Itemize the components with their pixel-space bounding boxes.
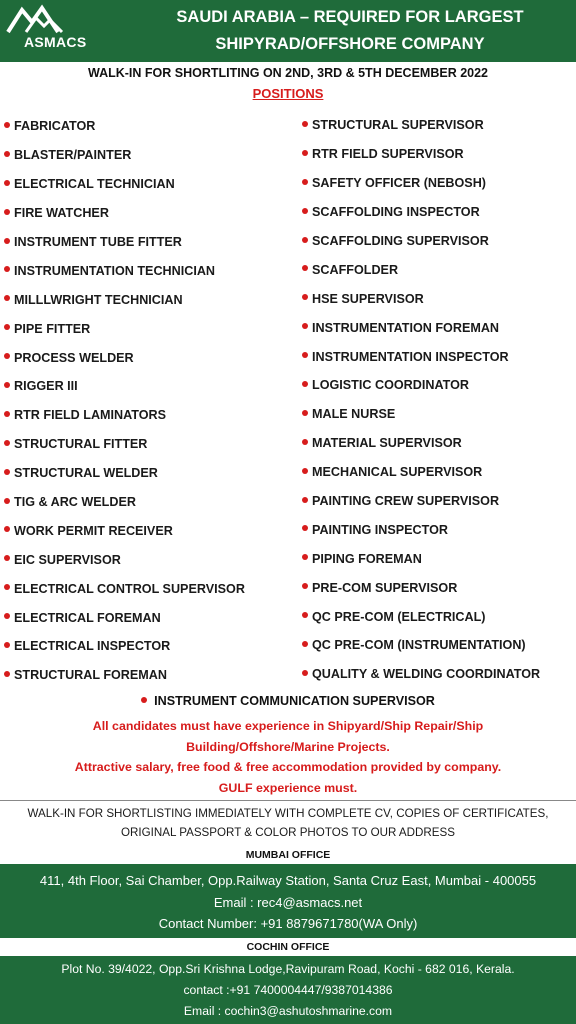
bullet-icon	[4, 642, 10, 648]
position-label: STRUCTURAL FOREMAN	[14, 668, 167, 683]
bullet-icon	[302, 641, 308, 647]
divider	[0, 800, 576, 801]
cochin-office-box	[0, 956, 576, 1024]
note-line: All candidates must have experience in Shipyard/Ship Repair/Ship	[92, 719, 484, 733]
position-item	[302, 111, 540, 140]
position-label: SCAFFOLDING INSPECTOR	[312, 205, 480, 220]
position-label: INSTRUMENTATION FOREMAN	[312, 320, 500, 335]
bullet-icon	[4, 238, 10, 244]
position-label: MECHANICAL SUPERVISOR	[312, 465, 483, 480]
note-line: GULF experience must.	[218, 780, 358, 795]
position-label: EIC SUPERVISOR	[14, 552, 121, 567]
bullet-icon	[302, 352, 308, 358]
positions-list-left	[4, 112, 245, 690]
position-item	[4, 488, 245, 517]
bullet-icon	[4, 324, 10, 330]
bullet-icon	[302, 237, 308, 243]
position-label: STRUCTURAL SUPERVISOR	[312, 118, 484, 133]
position-label: BLASTER/PAINTER	[14, 148, 132, 163]
position-item	[4, 401, 245, 430]
positions-list-right	[302, 111, 540, 689]
position-label: WORK PERMIT RECEIVER	[14, 523, 173, 538]
cochin-address: Plot No. 39/4022, Opp.Sri Krishna Lodge,Ravipuram Road, Kochi - 682 016, Kerala.	[61, 962, 515, 976]
position-item	[4, 170, 245, 199]
position-item-center	[0, 694, 576, 708]
position-item	[302, 515, 540, 544]
position-label: ELECTRICAL FOREMAN	[14, 610, 161, 625]
position-item	[302, 429, 540, 458]
requirements-notes	[20, 716, 556, 798]
position-label: HSE SUPERVISOR	[312, 291, 424, 306]
position-item	[302, 458, 540, 487]
position-item	[302, 140, 540, 169]
header-banner	[0, 0, 576, 62]
position-item	[302, 660, 540, 689]
position-item	[4, 632, 245, 661]
bullet-icon	[4, 526, 10, 532]
logo-text: ASMACS	[24, 34, 87, 50]
mumbai-address: 411, 4th Floor, Sai Chamber, Opp.Railway Station, Santa Cruz East, Mumbai - 400055	[39, 873, 537, 888]
position-item	[4, 459, 245, 488]
position-label: RIGGER III	[14, 379, 78, 394]
position-item	[302, 400, 540, 429]
position-label: QUALITY & WELDING COORDINATOR	[312, 667, 541, 682]
position-item	[302, 371, 540, 400]
position-item	[302, 602, 540, 631]
cochin-contact[interactable]: contact :+91 7400004447/9387014386	[183, 983, 393, 997]
bullet-icon	[4, 613, 10, 619]
position-label: PAINTING CREW SUPERVISOR	[312, 494, 500, 509]
position-item	[4, 199, 245, 228]
position-item	[4, 372, 245, 401]
position-label: RTR FIELD SUPERVISOR	[312, 147, 464, 162]
bullet-icon	[4, 671, 10, 677]
position-label: PAINTING INSPECTOR	[312, 522, 448, 537]
position-item	[302, 313, 540, 342]
walkin-dates: WALK-IN FOR SHORTLITING ON 2ND, 3RD & 5TH DECEMBER 2022	[87, 66, 489, 80]
bullet-icon	[302, 150, 308, 156]
position-item	[4, 228, 245, 257]
position-label: INSTRUMENT COMMUNICATION SUPERVISOR	[154, 694, 435, 708]
bullet-icon	[4, 295, 10, 301]
position-label: MALE NURSE	[312, 407, 396, 422]
position-label: PRE-COM SUPERVISOR	[312, 580, 458, 595]
title-line-2: SHIPYRAD/OFFSHORE COMPANY	[215, 35, 485, 53]
bullet-icon	[4, 498, 10, 504]
bullet-icon	[302, 670, 308, 676]
asmacs-logo	[6, 4, 118, 56]
mumbai-email[interactable]: Email : rec4@asmacs.net	[213, 894, 363, 910]
title-line-1: SAUDI ARABIA – REQUIRED FOR LARGEST	[176, 8, 524, 26]
position-label: MATERIAL SUPERVISOR	[312, 436, 462, 451]
bullet-icon	[4, 411, 10, 417]
bullet-icon	[302, 179, 308, 185]
instruction-line: ORIGINAL PASSPORT & COLOR PHOTOS TO OUR ADDRESS	[121, 826, 455, 839]
position-item	[4, 603, 245, 632]
position-item	[4, 314, 245, 343]
position-item	[302, 631, 540, 660]
note-line: Building/Offshore/Marine Projects.	[186, 739, 390, 754]
position-item	[4, 343, 245, 372]
bullet-icon	[302, 468, 308, 474]
bullet-icon	[4, 266, 10, 272]
bullet-icon	[302, 612, 308, 618]
bullet-icon	[302, 497, 308, 503]
position-item	[302, 284, 540, 313]
position-label: PIPE FITTER	[14, 321, 91, 336]
bullet-icon	[302, 294, 308, 300]
position-label: QC PRE-COM (ELECTRICAL)	[312, 609, 486, 624]
position-item	[302, 573, 540, 602]
cochin-office-label: COCHIN OFFICE	[246, 941, 330, 953]
position-item	[302, 198, 540, 227]
position-label: PIPING FOREMAN	[312, 551, 422, 566]
position-label: MILLLWRIGHT TECHNICIAN	[14, 292, 183, 307]
bullet-icon	[4, 209, 10, 215]
position-label: STRUCTURAL WELDER	[14, 466, 158, 481]
bullet-icon	[302, 583, 308, 589]
mumbai-office-box	[0, 864, 576, 938]
bullet-icon	[302, 208, 308, 214]
mountain-logo-icon	[6, 4, 76, 36]
mumbai-office-label: MUMBAI OFFICE	[245, 849, 331, 861]
position-item	[4, 112, 245, 141]
position-label: ELECTRICAL INSPECTOR	[14, 639, 171, 654]
position-label: QC PRE-COM (INSTRUMENTATION)	[312, 638, 526, 653]
bullet-icon	[302, 439, 308, 445]
bullet-icon	[302, 554, 308, 560]
position-label: SCAFFOLDER	[312, 262, 399, 277]
position-label: RTR FIELD LAMINATORS	[14, 408, 167, 423]
bullet-icon	[4, 353, 10, 359]
position-label: TIG & ARC WELDER	[14, 495, 136, 510]
position-label: INSTRUMENTATION TECHNICIAN	[14, 263, 216, 278]
bullet-icon	[302, 410, 308, 416]
position-item	[302, 227, 540, 256]
bullet-icon	[4, 180, 10, 186]
bullet-icon	[4, 151, 10, 157]
position-label: SAFETY OFFICER (NEBOSH)	[312, 176, 486, 191]
position-label: INSTRUMENTATION INSPECTOR	[312, 349, 509, 364]
position-item	[4, 430, 245, 459]
position-label: ELECTRICAL CONTROL SUPERVISOR	[14, 581, 245, 596]
mumbai-contact[interactable]: Contact Number: +91 8879671780(WA Only)	[158, 916, 418, 931]
position-item	[4, 545, 245, 574]
instruction-line: WALK-IN FOR SHORTLISTING IMMEDIATELY WITH COMPLETE CV, COPIES OF CERTIFICATES,	[27, 807, 549, 820]
cochin-email[interactable]: Email : cochin3@ashutoshmarine.com	[183, 1004, 393, 1018]
position-item	[4, 256, 245, 285]
bullet-icon	[302, 265, 308, 271]
bullet-icon	[302, 381, 308, 387]
position-item	[302, 544, 540, 573]
position-item	[302, 169, 540, 198]
bullet-icon	[4, 440, 10, 446]
position-label: LOGISTIC COORDINATOR	[312, 378, 469, 393]
position-item	[4, 516, 245, 545]
position-item	[302, 255, 540, 284]
position-label: PROCESS WELDER	[14, 350, 134, 365]
bullet-icon	[4, 469, 10, 475]
position-label: FIRE WATCHER	[14, 206, 109, 221]
position-item	[302, 342, 540, 371]
position-item	[4, 285, 245, 314]
walkin-instructions	[0, 804, 576, 842]
position-label: SCAFFOLDING SUPERVISOR	[312, 234, 489, 248]
positions-heading: POSITIONS	[252, 86, 324, 101]
bullet-icon	[4, 584, 10, 590]
bullet-icon	[4, 122, 10, 128]
position-label: INSTRUMENT TUBE FITTER	[14, 235, 182, 249]
bullet-icon	[4, 555, 10, 561]
note-line: Attractive salary, free food & free accommodation provided by company.	[74, 760, 502, 774]
bullet-icon	[302, 323, 308, 329]
position-label: STRUCTURAL FITTER	[14, 437, 148, 452]
bullet-icon	[302, 525, 308, 531]
bullet-icon	[302, 121, 308, 127]
bullet-icon	[4, 382, 10, 388]
position-item	[4, 141, 245, 170]
position-label: ELECTRICAL TECHNICIAN	[14, 177, 175, 192]
position-item	[4, 661, 245, 690]
page-title	[128, 4, 572, 58]
position-label: FABRICATOR	[14, 119, 96, 134]
position-item	[4, 574, 245, 603]
position-item	[302, 487, 540, 516]
bullet-icon	[141, 697, 147, 703]
